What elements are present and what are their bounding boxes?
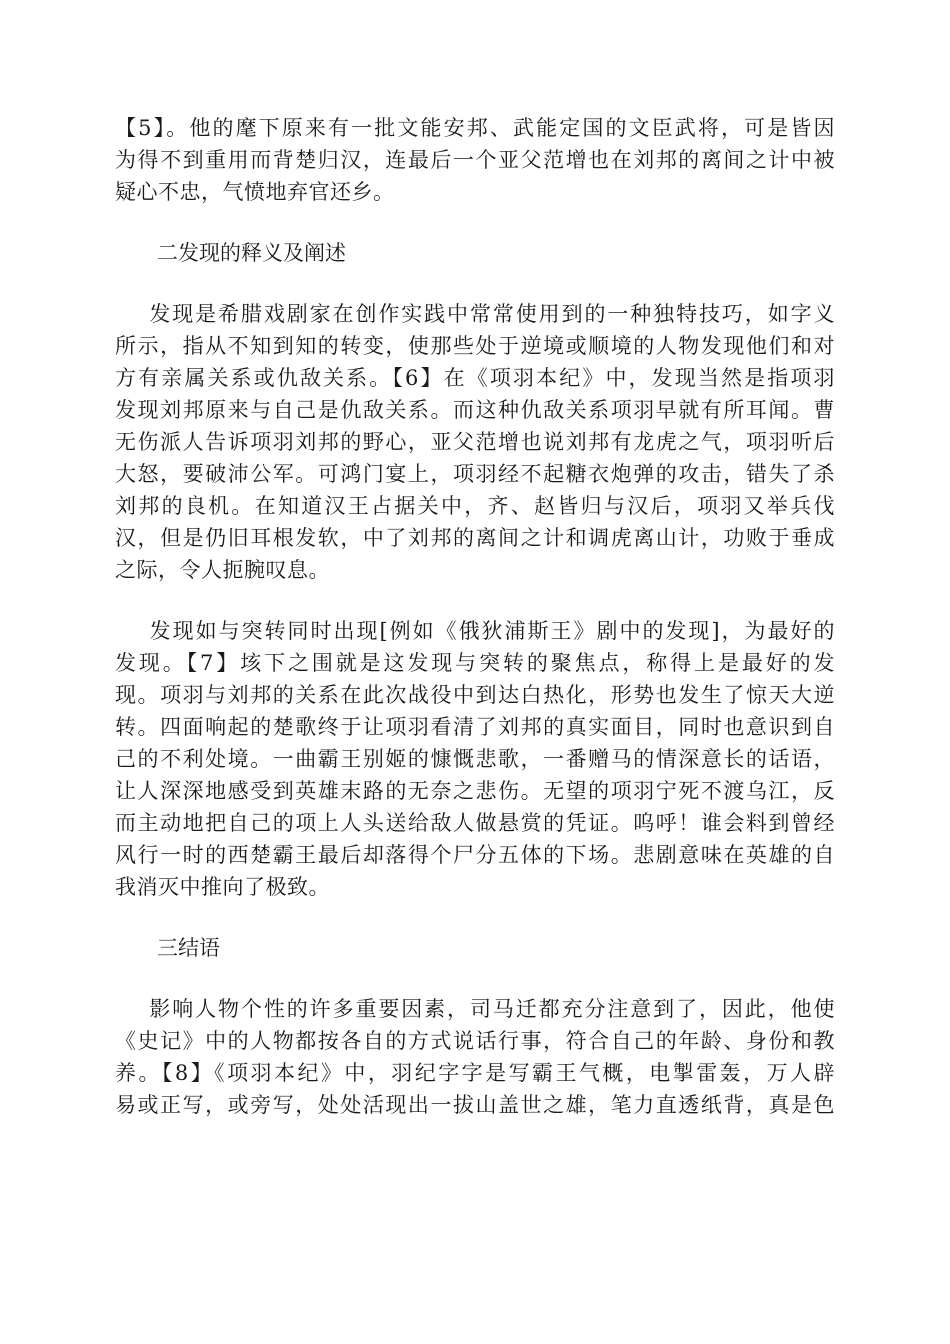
section-heading-2: 二发现的释义及阐述 <box>157 241 346 265</box>
text-line: 发现。【7】垓下之围就是这发现与突转的聚焦点，称得上是最好的发 <box>115 651 835 675</box>
paragraph-4 <box>115 993 835 1121</box>
text-line: 让人深深地感受到英雄末路的无奈之悲伤。无望的项羽宁死不渡乌江，反 <box>115 779 835 803</box>
section-heading-3: 三结语 <box>157 936 220 960</box>
text-line: 转。四面响起的楚歌终于让项羽看清了刘邦的真实面目，同时也意识到自 <box>115 715 835 739</box>
text-line: 《史记》中的人物都按各自的方式说话行事，符合自己的年龄、身份和教 <box>115 1029 835 1053</box>
text-line: 所示，指从不知到知的转变，使那些处于逆境或顺境的人物发现他们和对 <box>115 334 835 358</box>
text-line: 现。项羽与刘邦的关系在此次战役中到达白热化，形势也发生了惊天大逆 <box>115 683 835 707</box>
paragraph-2 <box>115 298 835 586</box>
text-line: 为得不到重用而背楚归汉，连最后一个亚父范增也在刘邦的离间之计中被 <box>115 148 835 172</box>
text-line: 易或正写，或旁写，处处活现出一拔山盖世之雄，笔力直透纸背，真是色 <box>115 1093 835 1117</box>
text-line: 养。【8】《项羽本纪》中，羽纪字字是写霸王气概，电掣雷轰，万人辟 <box>115 1061 835 1085</box>
document-page <box>115 112 835 1121</box>
text-line: 我消灭中推向了极致。 <box>115 875 330 899</box>
text-line: 大怒，要破沛公军。可鸿门宴上，项羽经不起糖衣炮弹的攻击，错失了杀 <box>115 462 835 486</box>
text-line: 方有亲属关系或仇敌关系。【6】在《项羽本纪》中，发现当然是指项羽 <box>115 366 835 390</box>
paragraph-1 <box>115 112 835 208</box>
text-line: 风行一时的西楚霸王最后却落得个尸分五体的下场。悲剧意味在英雄的自 <box>115 843 835 867</box>
text-line: 汉，但是仍旧耳根发软，中了刘邦的离间之计和调虎离山计，功败于垂成 <box>115 526 835 550</box>
text-line: 影响人物个性的许多重要因素，司马迁都充分注意到了，因此，他使 <box>115 997 835 1021</box>
text-line: 而主动地把自己的项上人头送给敌人做悬赏的凭证。呜呼！谁会料到曾经 <box>115 811 835 835</box>
paragraph-3 <box>115 615 835 903</box>
text-line: 刘邦的良机。在知道汉王占据关中，齐、赵皆归与汉后，项羽又举兵伐 <box>115 494 835 518</box>
text-line: 发现如与突转同时出现[例如《俄狄浦斯王》剧中的发现]，为最好的 <box>115 619 835 643</box>
text-line: 发现是希腊戏剧家在创作实践中常常使用到的一种独特技巧，如字义 <box>115 302 835 326</box>
text-line: 之际，令人扼腕叹息。 <box>115 558 330 582</box>
text-line: 发现刘邦原来与自己是仇敌关系。而这种仇敌关系项羽早就有所耳闻。曹 <box>115 398 835 422</box>
text-line: 疑心不忠，气愤地弃官还乡。 <box>115 180 395 204</box>
text-line: 己的不利处境。一曲霸王别姬的慷慨悲歌，一番赠马的情深意长的话语， <box>115 747 835 771</box>
text-line: 无伤派人告诉项羽刘邦的野心，亚父范增也说刘邦有龙虎之气，项羽听后 <box>115 430 835 454</box>
text-line: 【5】。他的麾下原来有一批文能安邦、武能定国的文臣武将，可是皆因 <box>115 116 835 140</box>
